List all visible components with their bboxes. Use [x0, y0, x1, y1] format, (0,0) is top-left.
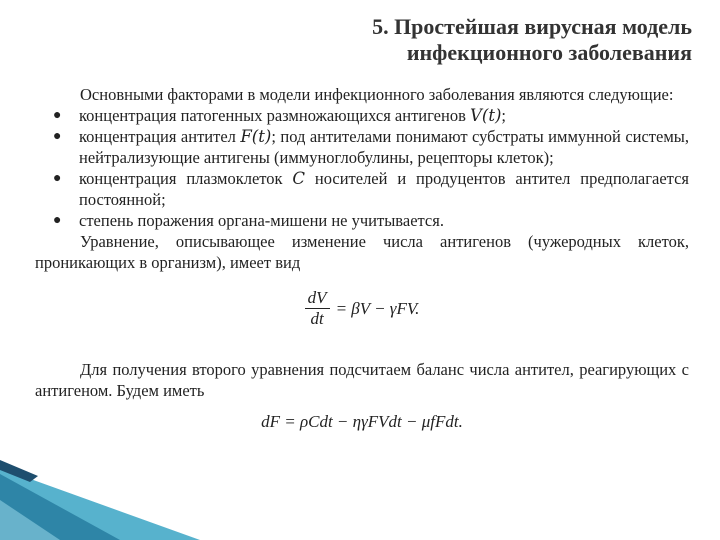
slide-title [272, 14, 692, 66]
spacer [35, 341, 689, 359]
slide-content [35, 84, 689, 436]
equation-2-text: dF = ρCdt − ηγFVdt − μfFdt. [261, 412, 463, 431]
fraction-numerator: dV [307, 287, 327, 307]
factor-math: V(t) [470, 106, 502, 125]
slide-title-line-1: 5. Простейшая вирусная модель [372, 14, 692, 39]
factor-tail: ; под антителами понимают субстраты иммунной системы, нейтрализующие антигены (иммуноглобулины, рецепторы клеток); [79, 127, 689, 167]
factor-text: степень поражения органа-мишени не учитывается. [79, 211, 444, 230]
list-item [35, 126, 689, 168]
factor-tail: носителей и продуцентов антител предполагается постоянной; [79, 169, 689, 209]
equation-2 [35, 411, 689, 432]
fraction-denominator: dt [310, 308, 324, 328]
factor-text: концентрация плазмоклеток [79, 169, 293, 188]
factor-math: F(t) [240, 127, 272, 146]
factors-list [35, 105, 689, 231]
equation-1-rhs: = βV − γFV. [335, 298, 420, 318]
equation-intro-paragraph: Уравнение, описывающее изменение числа антигенов (чужеродных клеток, проникающих в организм), имеет вид [35, 232, 689, 272]
factor-math: C [292, 169, 306, 188]
intro-paragraph: Основными факторами в модели инфекционного заболевания являются следующие: [80, 85, 674, 104]
factor-tail: ; [501, 106, 507, 125]
second-equation-intro-paragraph: Для получения второго уравнения подсчитаем баланс числа антител, реагирующих с антигеном. Будем иметь [35, 360, 689, 400]
bullet-icon: ● [53, 213, 62, 228]
list-item [35, 105, 689, 126]
bullet-icon: ● [53, 171, 62, 186]
list-item [35, 168, 689, 210]
bullet-icon: ● [53, 108, 62, 123]
bottom-left-decoration [0, 460, 260, 540]
factor-text: концентрация антител [79, 127, 241, 146]
equation-1 [35, 279, 689, 337]
factor-text: концентрация патогенных размножающихся антигенов [79, 106, 470, 125]
bullet-icon: ● [53, 129, 62, 144]
fraction-dv-dt [305, 288, 330, 329]
list-item [35, 210, 689, 231]
slide-title-line-2: инфекционного заболевания [406, 40, 692, 65]
